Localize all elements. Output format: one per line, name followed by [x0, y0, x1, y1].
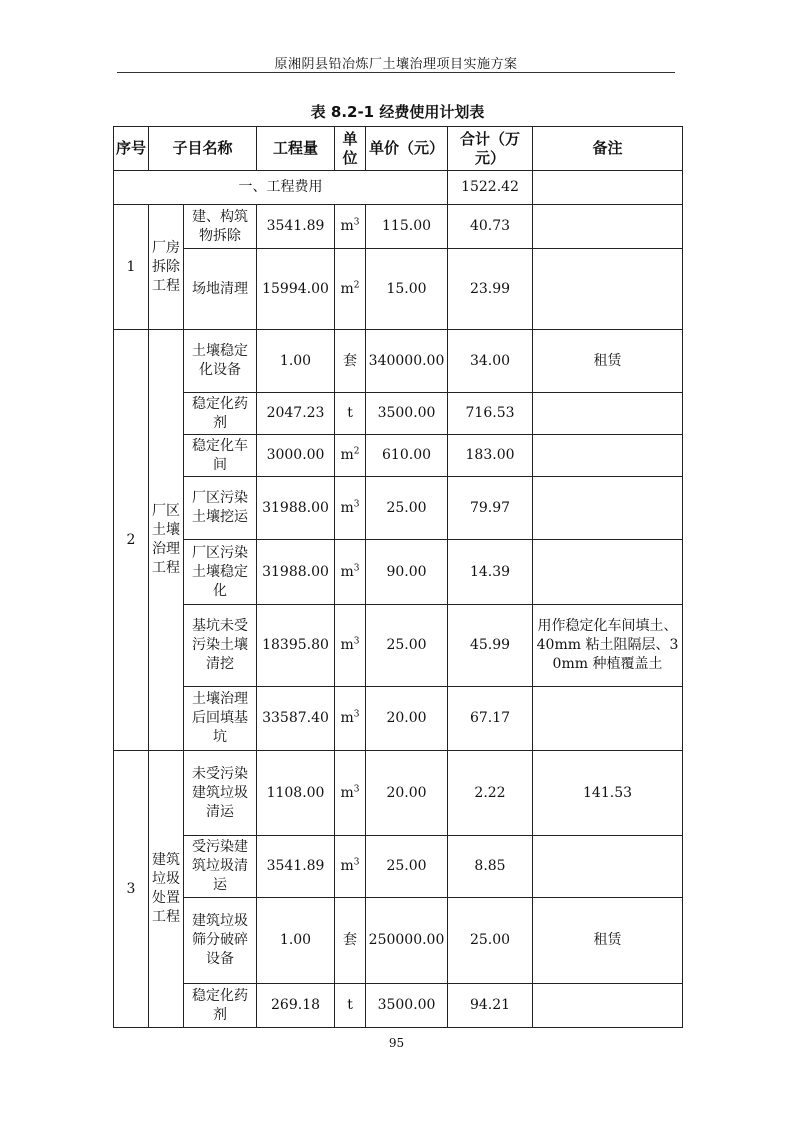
- unit-text: 套: [343, 932, 358, 948]
- cell-quantity: 3541.89: [257, 205, 335, 249]
- unit-text: m: [340, 218, 354, 234]
- cell-total: 183.00: [448, 435, 533, 477]
- table-row: [114, 477, 683, 540]
- cell-item: 建、构筑物拆除: [184, 205, 257, 249]
- unit-text: m: [340, 710, 354, 726]
- table-row: [114, 330, 683, 393]
- cell-price: 115.00: [366, 205, 448, 249]
- table-row: [114, 898, 683, 984]
- cell-note: [533, 984, 683, 1028]
- cell-note: 141.53: [533, 751, 683, 836]
- cell-quantity: 1108.00: [257, 751, 335, 836]
- section-total: 1522.42: [448, 171, 533, 205]
- cell-item: 场地清理: [184, 249, 257, 330]
- unit-exponent: 3: [353, 498, 360, 509]
- cell-total: 94.21: [448, 984, 533, 1028]
- group-number: 3: [114, 751, 149, 1028]
- cell-unit: [335, 540, 366, 605]
- cell-unit: [335, 435, 366, 477]
- cell-unit: [335, 836, 366, 898]
- cell-unit: [335, 751, 366, 836]
- cell-price: 25.00: [366, 836, 448, 898]
- section-note: [533, 171, 683, 205]
- cell-price: 20.00: [366, 687, 448, 751]
- table-row: [114, 249, 683, 330]
- cell-unit: [335, 687, 366, 751]
- cell-note: [533, 687, 683, 751]
- cell-unit: [335, 477, 366, 540]
- cell-price: 3500.00: [366, 984, 448, 1028]
- table-row: [114, 687, 683, 751]
- cell-quantity: 31988.00: [257, 540, 335, 605]
- table-row: [114, 540, 683, 605]
- cell-item: 厂区污染土壤挖运: [184, 477, 257, 540]
- table-row: [114, 205, 683, 249]
- table-row: [114, 605, 683, 687]
- cell-price: 25.00: [366, 477, 448, 540]
- cell-item: 土壤治理后回填基坑: [184, 687, 257, 751]
- table-row: [114, 393, 683, 435]
- cell-note: 用作稳定化车间填土、40mm 粘土阻隔层、30mm 种植覆盖土: [533, 605, 683, 687]
- cell-total: 716.53: [448, 393, 533, 435]
- unit-text: m: [340, 637, 354, 653]
- cell-note: 租赁: [533, 330, 683, 393]
- cell-note: 租赁: [533, 898, 683, 984]
- group-number: 1: [114, 205, 149, 330]
- header-price: 单价（元）: [366, 127, 448, 171]
- cell-item: 稳定化药剂: [184, 393, 257, 435]
- cell-note: [533, 249, 683, 330]
- cell-unit: [335, 984, 366, 1028]
- cell-note: [533, 435, 683, 477]
- cell-quantity: 15994.00: [257, 249, 335, 330]
- table-row: [114, 836, 683, 898]
- cell-item: 受污染建筑垃圾清运: [184, 836, 257, 898]
- unit-text: m: [340, 447, 354, 463]
- header-total: 合计（万元）: [448, 127, 533, 171]
- cell-quantity: 269.18: [257, 984, 335, 1028]
- cell-price: 20.00: [366, 751, 448, 836]
- cell-note: [533, 540, 683, 605]
- section-row: [114, 171, 683, 205]
- header-item: 子目名称: [149, 127, 257, 171]
- cell-quantity: 1.00: [257, 898, 335, 984]
- header-unit: 单位: [335, 127, 366, 171]
- cell-quantity: 1.00: [257, 330, 335, 393]
- group-number: 2: [114, 330, 149, 751]
- cost-plan-table: [113, 126, 683, 1028]
- cell-unit: [335, 898, 366, 984]
- unit-text: t: [347, 405, 353, 421]
- unit-exponent: 2: [353, 279, 360, 290]
- cell-total: 79.97: [448, 477, 533, 540]
- cell-item: 土壤稳定化设备: [184, 330, 257, 393]
- cell-item: 稳定化药剂: [184, 984, 257, 1028]
- cell-item: 基坑未受污染土壤清挖: [184, 605, 257, 687]
- table-header-row: [114, 127, 683, 171]
- section-label: 一、工程费用: [114, 171, 448, 205]
- group-name: 建筑垃圾处置工程: [149, 751, 184, 1028]
- cell-quantity: 3000.00: [257, 435, 335, 477]
- cell-unit: [335, 330, 366, 393]
- cell-item: 未受污染建筑垃圾清运: [184, 751, 257, 836]
- cell-price: 3500.00: [366, 393, 448, 435]
- table-row: [114, 751, 683, 836]
- unit-exponent: 3: [353, 783, 360, 794]
- unit-text: m: [340, 858, 354, 874]
- header-note: 备注: [533, 127, 683, 171]
- header-quantity: 工程量: [257, 127, 335, 171]
- cell-unit: [335, 605, 366, 687]
- cell-total: 67.17: [448, 687, 533, 751]
- cell-price: 610.00: [366, 435, 448, 477]
- cell-unit: [335, 393, 366, 435]
- cell-quantity: 31988.00: [257, 477, 335, 540]
- header-no: 序号: [114, 127, 149, 171]
- cell-price: 15.00: [366, 249, 448, 330]
- cell-quantity: 33587.40: [257, 687, 335, 751]
- unit-exponent: 3: [353, 562, 360, 573]
- cell-note: [533, 477, 683, 540]
- table-caption: 表 8.2-1 经费使用计划表: [310, 103, 485, 121]
- table-row: [114, 984, 683, 1028]
- running-header: 原湘阴县铅冶炼厂土壤治理项目实施方案: [274, 57, 518, 72]
- cell-item: 建筑垃圾筛分破碎设备: [184, 898, 257, 984]
- cell-note: [533, 836, 683, 898]
- cell-price: 250000.00: [366, 898, 448, 984]
- cell-note: [533, 393, 683, 435]
- unit-text: m: [340, 499, 354, 516]
- unit-exponent: 3: [353, 217, 360, 228]
- unit-exponent: 3: [353, 857, 360, 868]
- cell-total: 8.85: [448, 836, 533, 898]
- cell-unit: [335, 249, 366, 330]
- unit-exponent: 2: [353, 446, 360, 457]
- unit-text: m: [340, 280, 354, 297]
- cell-total: 45.99: [448, 605, 533, 687]
- unit-exponent: 3: [353, 636, 360, 647]
- cell-item: 稳定化车间: [184, 435, 257, 477]
- unit-text: 套: [343, 352, 358, 369]
- cell-price: 340000.00: [366, 330, 448, 393]
- cell-quantity: 2047.23: [257, 393, 335, 435]
- unit-text: m: [340, 784, 354, 801]
- group-name: 厂区土壤治理工程: [149, 330, 184, 751]
- cell-total: 23.99: [448, 249, 533, 330]
- cell-quantity: 3541.89: [257, 836, 335, 898]
- cell-total: 40.73: [448, 205, 533, 249]
- cell-item: 厂区污染土壤稳定化: [184, 540, 257, 605]
- unit-exponent: 3: [353, 709, 360, 720]
- cell-price: 90.00: [366, 540, 448, 605]
- cell-unit: [335, 205, 366, 249]
- table-row: [114, 435, 683, 477]
- cell-total: 34.00: [448, 330, 533, 393]
- group-name: 厂房拆除工程: [149, 205, 184, 330]
- cell-quantity: 18395.80: [257, 605, 335, 687]
- cell-price: 25.00: [366, 605, 448, 687]
- cell-total: 25.00: [448, 898, 533, 984]
- cell-total: 2.22: [448, 751, 533, 836]
- unit-text: m: [340, 563, 354, 580]
- cell-total: 14.39: [448, 540, 533, 605]
- unit-text: t: [347, 997, 353, 1013]
- cell-note: [533, 205, 683, 249]
- header-rule: [117, 72, 675, 73]
- page-number: 95: [388, 1036, 405, 1050]
